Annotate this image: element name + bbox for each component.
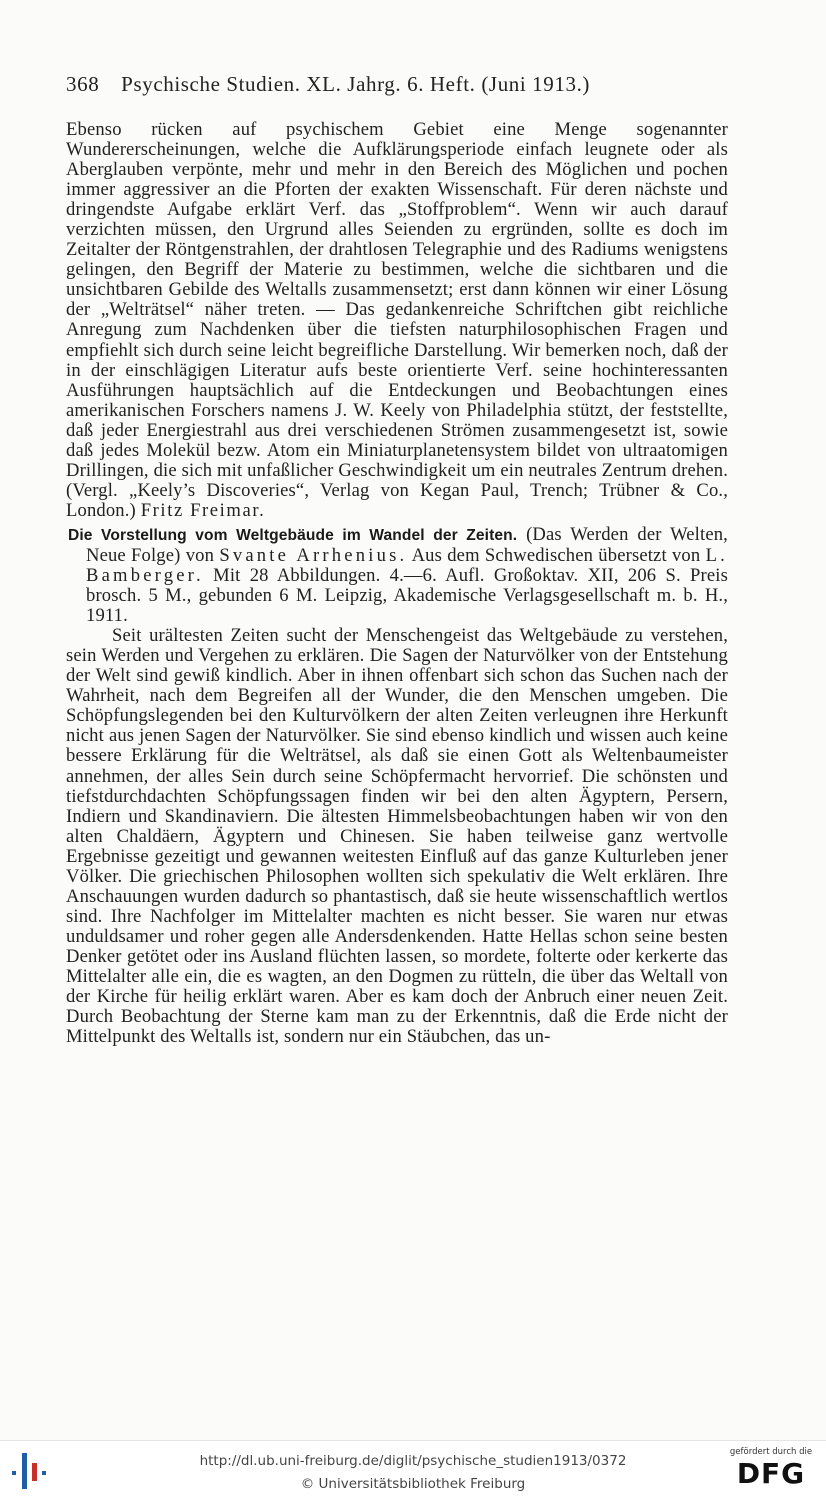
review-author: Svante Arrhenius.: [219, 544, 408, 566]
logo-bar-far: [42, 1471, 46, 1475]
funder-block: [726, 1447, 816, 1491]
copyright-notice: © Universitätsbibliothek Freiburg: [300, 1476, 526, 1492]
article-body: [66, 120, 728, 1047]
review-biblio-1: (Das Werden der Welten, Neue Folge) von: [86, 523, 728, 566]
dfg-logo: DFG: [736, 1457, 806, 1490]
review-title: Die Vorstellung vom Weltgebäude im Wandel der Zeiten.: [68, 526, 518, 544]
viewer-footer: [0, 1440, 826, 1500]
review-biblio-3: Mit 28 Abbildungen. 4.—6. Aufl. Großoktav. XII, 206 S. Preis brosch. 5 M., gebunden 6 M. Leipzig, Akademische Verlagsgesellschaft m. b. H., 1911.: [86, 565, 728, 627]
running-title: Psychische Studien. XL. Jahrg. 6. Heft. (Juni 1913.): [121, 72, 591, 96]
reviewer-signature: Fritz Freimar.: [140, 499, 266, 521]
funded-by-label: gefördert durch die: [729, 1447, 813, 1457]
review-translator: L. Bamberger.: [86, 544, 728, 587]
permalink-url[interactable]: http://dl.ub.uni-freiburg.de/diglit/psychische_studien1913/0372: [199, 1453, 627, 1469]
review-biblio-2: Aus dem Schwedischen übersetzt von: [411, 544, 701, 566]
logo-bar-left: [12, 1471, 16, 1475]
running-header: [66, 72, 766, 97]
paragraph-2: Seit urältesten Zeiten sucht der Menschengeist das Weltgebäude zu verstehen, sein Werden und Vergehen zu erklären. Die Sagen der Naturvölker von der Entstehung der Welt sind gewiß kindlich. Aber in ihnen offenbart sich schon das Suchen nach der Wahrheit, nach dem Begreifen all der Wunder, die den Menschen umgeben. Die Schöpfungslegenden bei den Kulturvölkern der alten Zeiten verleugnen ihre Herkunft nicht aus jenen Sagen der Naturvölker. Sie sind ebenso kindlich und wissen auch keine bessere Erklärung für die Welträtsel, als daß sie einen Gott als Weltenbaumeister annehmen, der alles Sein durch seine Schöpfermacht hervorrief. Die schönsten und tiefstdurchdachten Schöpfungssagen finden wir bei den alten Ägyptern, Persern, Indiern und Skandinaviern. Die ältesten Himmelsbeobachtungen haben wir von den alten Chaldäern, Ägyptern und Chinesen. Sie haben teilweise ganz wertvolle Ergebnisse gezeitigt und gewannen weitesten Einfluß auf das ganze Kulturleben jener Völker. Die griechischen Philosophen wollten sich spekulativ die Welt erklären. Ihre Anschauungen wurden dadurch so phantastisch, daß sie heute wissenschaftlich wertlos sind. Ihre Nachfolger im Mittelalter machten es nicht besser. Sie waren nur etwas unduldsamer und roher gegen alle Andersdenkenden. Hatte Hellas schon seine besten Denker getötet oder ins Ausland flüchten lassen, so mordete, folterte oder kerkerte das Mittelalter alle ein, die es wagten, an den Dogmen zu rütteln, die über das Weltall von der Kirche für heilig erklärt waren. Aber es kam doch der Anbruch einer neuen Zeit. Durch Beobachtung der Sterne kam man zu der Erkenntnis, daß die Erde nicht der Mittelpunkt des Weltalls ist, sondern nur ein Stäubchen, das un-: [66, 625, 728, 1048]
review-entry: [66, 525, 728, 626]
paragraph-1: [66, 120, 728, 521]
paragraph-1-text: Ebenso rücken auf psychischem Gebiet eine Menge sogenannter Wundererscheinungen, welche die Aufklärungsperiode einfach leugnete oder als Aberglauben verpönte, mehr und mehr in den Bereich des Möglichen und pochen immer aggressiver an die Pforten der exakten Wissenschaft. Für deren nächste und dringendste Aufgabe erklärt Verf. das „Stoffproblem“. Wenn wir auch darauf verzichten müssen, den Urgrund alles Seienden zu ergründen, sollte es doch im Zeitalter der Röntgenstrahlen, der drahtlosen Telegraphie und des Radiums wenigstens gelingen, den Begriff der Materie zu bestimmen, welche die sichtbaren und die unsichtbaren Gebilde des Weltalls zusammensetzt; erst dann können wir einer Lösung der „Welträtsel“ näher treten. — Das gedankenreiche Schriftchen gibt reichliche Anregung zum Nachdenken über die tiefsten naturphilosophischen Fragen und empfiehlt sich durch seine leicht begreifliche Darstellung. Wir bemerken noch, daß der in der einschlägigen Literatur aufs beste orientierte Verf. seine hochinteressanten Ausführungen hauptsächlich auf die Entdeckungen und Beobachtungen eines amerikanischen Forschers namens J. W. Keely von Philadelphia stützt, der feststellte, daß jeder Energiestrahl aus drei verschiedenen Strömen zusammengesetzt ist, sowie daß jedes Molekül bezw. Atom ein Miniaturplanetensystem bildet von ultraatomigen Drillingen, die sich mit unfaßlicher Geschwindigkeit um ein neutrales Zentrum drehen. (Vergl. „Keely’s Discoveries“, Verlag von Kegan Paul, Trench; Trübner & Co., London.): [66, 119, 728, 521]
page-number: 368: [66, 72, 100, 96]
